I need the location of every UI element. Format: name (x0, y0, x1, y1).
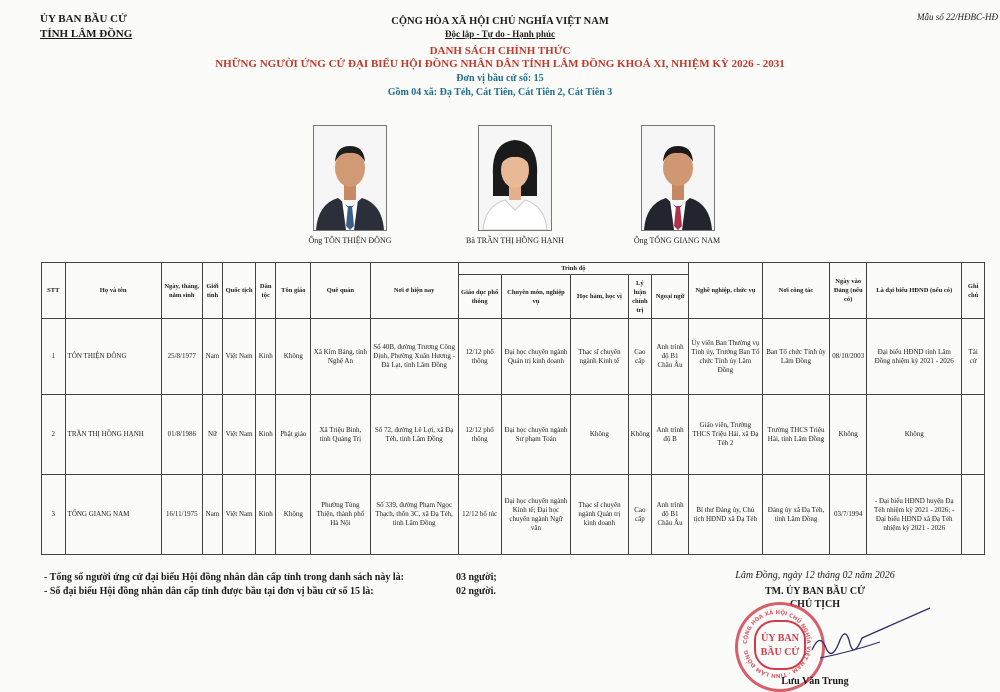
candidate-photo-3 (641, 125, 715, 231)
header-job: Nghề nghiệp, chức vụ (689, 263, 763, 319)
header-level: Trình độ (458, 263, 688, 275)
cell-major: Đại học chuyên ngành Sư phạm Toán (501, 395, 571, 475)
cell-stt: 3 (42, 475, 66, 555)
cell-residence: Số 40B, đường Trương Công Định, Phường Xuân Hương - Đà Lạt, tỉnh Lâm Đồng (370, 319, 458, 395)
cell-politics: Cao cấp (628, 319, 652, 395)
cell-nationality: Việt Nam (223, 475, 256, 555)
signer-name: Lưu Văn Trung (781, 676, 849, 687)
cell-note (962, 475, 985, 555)
total-candidates-line (44, 572, 564, 583)
cell-party: 03/7/1994 (830, 475, 867, 555)
cell-sex: Nam (202, 475, 222, 555)
header-stt: STT (42, 263, 66, 319)
cell-ethnic: Kinh (255, 395, 275, 475)
nation-title: CỘNG HÒA XÃ HỘI CHỦ NGHĨA VIỆT NAM (391, 16, 609, 27)
cell-edu: 12/12 bổ túc (458, 475, 501, 555)
total-candidates-value: 03 người; (456, 572, 497, 583)
cell-residence: Số 72, đường Lê Lợi, xã Đạ Tẻh, tỉnh Lâm Đồng (370, 395, 458, 475)
header-edu: Giáo dục phổ thông (458, 275, 501, 319)
sign-role-2: CHỦ TỊCH (789, 599, 841, 610)
seats-value: 02 người. (456, 586, 496, 597)
cell-party: Không (830, 395, 867, 475)
electoral-unit: Đơn vị bầu cử số: 15 (456, 73, 544, 84)
cell-dob: 25/8/1977 (161, 319, 202, 395)
cell-politics: Cao cấp (628, 475, 652, 555)
table-row (42, 395, 985, 475)
sign-role-1: TM. ỦY BAN BẦU CỬ (764, 586, 866, 597)
seats-line (44, 586, 564, 597)
cell-sex: Nữ (202, 395, 222, 475)
signature-scribble-icon (810, 602, 940, 672)
cell-name: TRẦN THỊ HỒNG HẠNH (65, 395, 161, 475)
header-party: Ngày vào Đảng (nếu có) (830, 263, 867, 319)
form-number: Mẫu số 22/HĐBC-HĐ (917, 12, 998, 22)
cell-note (962, 395, 985, 475)
cell-hometown: Phường Tùng Thiện, thành phố Hà Nội (311, 475, 370, 555)
cell-ethnic: Kinh (255, 475, 275, 555)
cell-hometown: Xã Triệu Bình, tỉnh Quảng Trị (311, 395, 370, 475)
authority-line1: ỦY BAN BẦU CỬ (40, 13, 127, 25)
document-title: DANH SÁCH CHÍNH THỨC (429, 45, 571, 57)
motto-text: Độc lập - Tự do - Hạnh phúc (444, 29, 555, 39)
cell-hometown: Xã Kim Bảng, tỉnh Nghệ An (311, 319, 370, 395)
header-sex: Giới tính (202, 263, 222, 319)
cell-dob: 16/11/1975 (161, 475, 202, 555)
header-degree: Học hàm, học vị (571, 275, 628, 319)
cell-ethnic: Kinh (255, 319, 275, 395)
communes-list: Gồm 04 xã: Đạ Tẻh, Cát Tiên, Cát Tiên 2, Cát Tiên 3 (387, 87, 613, 98)
candidate-table (41, 262, 985, 555)
header-delegate: Là đại biểu HĐND (nếu có) (867, 263, 962, 319)
cell-degree: Thạc sĩ chuyên ngành Kinh tế (571, 319, 628, 395)
cell-note: Tái cử (962, 319, 985, 395)
stamp-center: ỦY BAN BẦU CỬ (754, 620, 806, 670)
cell-delegate: Không (867, 395, 962, 475)
place-date: Lâm Đồng, ngày 12 tháng 02 năm 2026 (735, 570, 895, 581)
cell-major: Đại học chuyên ngành Quản trị kinh doanh (501, 319, 571, 395)
table-row (42, 475, 985, 555)
total-candidates-label: - Tổng số người ứng cử đại biểu Hội đồng nhân dân cấp tỉnh trong danh sách này là: (44, 572, 404, 583)
seats-label: - Số đại biểu Hội đồng nhân dân cấp tỉnh được bầu tại đơn vị bầu cử số 15 là: (44, 586, 374, 597)
photo-caption-1: Ông TÔN THIỆN ĐÔNG (308, 236, 392, 245)
cell-delegate: - Đại biểu HĐND huyện Đạ Tẻh nhiệm kỳ 2021 - 2026; - Đại biểu HĐND xã Đạ Tẻh nhiệm kỳ 2021 - 2026 (867, 475, 962, 555)
header-name: Họ và tên (65, 263, 161, 319)
motto (0, 29, 1000, 39)
cell-degree: Không (571, 395, 628, 475)
header-dob: Ngày, tháng, năm sinh (161, 263, 202, 319)
header-politics: Lý luận chính trị (628, 275, 652, 319)
cell-workplace: Đảng ủy xã Đạ Tẻh, tỉnh Lâm Đồng (762, 475, 830, 555)
header-religion: Tôn giáo (276, 263, 311, 319)
header-language: Ngoại ngữ (652, 275, 689, 319)
header-nationality: Quốc tịch (223, 263, 256, 319)
cell-dob: 01/8/1986 (161, 395, 202, 475)
cell-religion: Không (276, 319, 311, 395)
svg-text:CỘNG HÒA XÃ HỘI CHỦ NGHĨA VIỆT: CỘNG HÒA XÃ HỘI CHỦ NGHĨA VIỆT NAM · TỈNH LÂM ĐỒNG (742, 609, 812, 679)
document-subtitle: NHỮNG NGƯỜI ỨNG CỬ ĐẠI BIỂU HỘI ĐỒNG NHÂN DÂN TỈNH LÂM ĐỒNG KHOÁ XI, NHIỆM KỲ 2026 - 2031 (215, 58, 785, 70)
cell-major: Đại học chuyên ngành Kinh tế; Đại học chuyên ngành Ngữ văn (501, 475, 571, 555)
header-major: Chuyên môn, nghiệp vụ (501, 275, 571, 319)
cell-workplace: Trường THCS Triệu Hải, tỉnh Lâm Đồng (762, 395, 830, 475)
candidate-photo-2 (478, 125, 552, 231)
cell-residence: Số 339, đường Phạm Ngọc Thạch, thôn 3C, xã Đạ Tẻh, tỉnh Lâm Đồng (370, 475, 458, 555)
photo-caption-3: Ông TỐNG GIANG NAM (633, 236, 721, 245)
authority-line2: TỈNH LÂM ĐỒNG (40, 28, 133, 40)
cell-language: Anh trình độ B1 Châu Âu (652, 319, 689, 395)
cell-nationality: Việt Nam (223, 395, 256, 475)
cell-degree: Thạc sĩ chuyên ngành Quản trị kinh doanh (571, 475, 628, 555)
cell-stt: 2 (42, 395, 66, 475)
cell-religion: Phật giáo (276, 395, 311, 475)
cell-workplace: Ban Tổ chức Tỉnh ủy Lâm Đồng (762, 319, 830, 395)
cell-edu: 12/12 phổ thông (458, 395, 501, 475)
header-ethnic: Dân tộc (255, 263, 275, 319)
cell-party: 08/10/2003 (830, 319, 867, 395)
cell-name: TÔN THIỆN ĐÔNG (65, 319, 161, 395)
cell-language: Anh trình độ B (652, 395, 689, 475)
cell-stt: 1 (42, 319, 66, 395)
header-workplace: Nơi công tác (762, 263, 830, 319)
cell-religion: Không (276, 475, 311, 555)
candidate-photo-1 (313, 125, 387, 231)
cell-job: Bí thư Đảng ủy, Chủ tịch HĐND xã Đạ Tẻh (689, 475, 763, 555)
cell-sex: Nam (202, 319, 222, 395)
header-hometown: Quê quán (311, 263, 370, 319)
photo-caption-2: Bà TRẦN THỊ HỒNG HẠNH (466, 236, 564, 245)
cell-politics: Không (628, 395, 652, 475)
cell-language: Anh trình độ B1 Châu Âu (652, 475, 689, 555)
cell-delegate: Đại biểu HĐND tỉnh Lâm Đồng nhiệm kỳ 2021 - 2026 (867, 319, 962, 395)
header-note: Ghi chú (962, 263, 985, 319)
cell-edu: 12/12 phổ thông (458, 319, 501, 395)
header-residence: Nơi ở hiện nay (370, 263, 458, 319)
table-row (42, 319, 985, 395)
cell-job: Ủy viên Ban Thường vụ Tỉnh ủy, Trưởng Ban Tổ chức Tỉnh ủy Lâm Đồng (689, 319, 763, 395)
cell-nationality: Việt Nam (223, 319, 256, 395)
cell-name: TỐNG GIANG NAM (65, 475, 161, 555)
cell-job: Giáo viên, Trường THCS Triệu Hải, xã Đạ Tẻh 2 (689, 395, 763, 475)
